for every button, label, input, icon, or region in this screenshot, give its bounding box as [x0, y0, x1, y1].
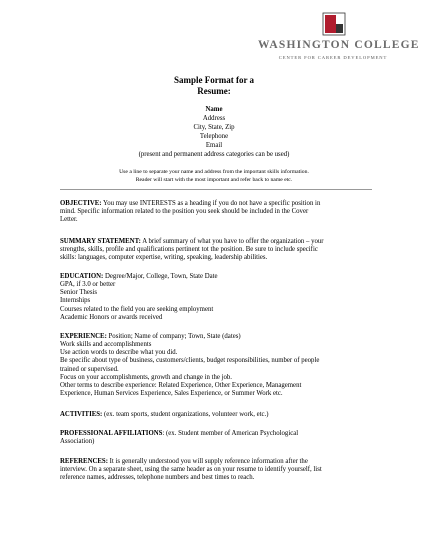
affiliations-heading: PROFESSIONAL AFFILIATIONS	[60, 430, 163, 437]
experience-text: Position; Name of company; Town, State (dates)	[106, 333, 241, 340]
activities-heading: ACTIVITIES:	[60, 411, 103, 418]
summary-heading: SUMMARY STATEMENT:	[60, 238, 141, 245]
summary-text: A brief summary of what you have to offer the organization – your	[140, 238, 324, 245]
college-seal-icon	[322, 12, 346, 36]
separator-line	[60, 189, 372, 190]
logo-subtitle: CENTER FOR CAREER DEVELOPMENT	[278, 55, 388, 60]
contact-note: (present and permanent address categories can be used)	[138, 151, 290, 158]
education-heading: EDUCATION:	[60, 273, 104, 280]
instructions-line2: Reader will start with the most important and refer back to name etc.	[135, 177, 293, 183]
experience-heading: EXPERIENCE:	[60, 333, 107, 340]
experience-text: Be specific about type of business, customers/clients, budget responsibilities, number of people	[60, 357, 320, 365]
activities-text: (ex. team sports, student organizations, volunteer work, etc.)	[102, 411, 269, 418]
experience-text: Experience, Human Services Experience, Sales Experience, or Summer Work etc.	[60, 390, 283, 398]
education-text: Degree/Major, College, Town, State Date	[103, 273, 218, 280]
summary-text: strengths, skills, profile and qualifications pertinent tot the position. Be sure to include specific	[60, 246, 318, 254]
objective-text: mind. Specific information related to the position you seek should be included in the Cover	[60, 208, 309, 216]
section-references	[60, 458, 372, 482]
experience-text: Focus on your accomplishments, growth and change in the job.	[60, 373, 232, 381]
summary-text: skills: languages, computer expertise, writing, speaking, leadership abilities.	[60, 254, 268, 262]
experience-text: Use action words to describe what you did.	[60, 349, 178, 357]
objective-heading: OBJECTIVE:	[60, 200, 102, 207]
affiliations-text: : (ex. Student member of American Psychological	[162, 430, 299, 437]
education-text: GPA, if 3.0 or better	[60, 281, 116, 289]
objective-text: You may use INTERESTS as a heading if you do not have a specific position in	[101, 200, 321, 207]
college-logo	[258, 12, 420, 68]
affiliations-text: Association)	[60, 438, 95, 446]
section-affiliations	[60, 430, 372, 446]
references-text: interview. On a separate sheet, using the same header as on your resume to identify yourself, list	[60, 466, 322, 474]
references-heading: REFERENCES:	[60, 458, 108, 465]
experience-text: trained or supervised.	[60, 365, 119, 373]
objective-text: Letter.	[60, 216, 78, 224]
education-text: Courses related to the field you are seeking employment	[60, 305, 214, 313]
logo-name: WASHINGTON COLLEGE	[258, 39, 420, 51]
contact-telephone: Telephone	[199, 133, 229, 140]
education-text: Internships	[60, 297, 91, 305]
section-education	[60, 273, 372, 322]
section-summary	[60, 238, 372, 262]
contact-name: Name	[205, 106, 223, 113]
doc-title-line2: Resume:	[197, 86, 231, 96]
contact-email: Email	[205, 142, 223, 149]
education-text: Academic Honors or awards received	[60, 313, 163, 321]
doc-title-line1: Sample Format for a	[173, 75, 255, 85]
references-text: It is generally understood you will supply reference information after the	[107, 458, 308, 465]
section-activities	[60, 411, 372, 419]
contact-address: Address	[202, 115, 226, 122]
contact-city: City, State, Zip	[193, 124, 235, 131]
education-text: Senior Thesis	[60, 289, 98, 297]
section-experience	[60, 333, 372, 398]
experience-text: Other terms to describe experience: Related Experience, Other Experience, Management	[60, 381, 302, 389]
experience-text: Work skills and accomplishments	[60, 341, 152, 349]
instructions-line1: Use a line to separate your name and address from the important skills information.	[119, 169, 309, 175]
references-text: reference names, addresses, telephone numbers and best times to reach.	[60, 474, 255, 482]
section-objective	[60, 200, 372, 224]
